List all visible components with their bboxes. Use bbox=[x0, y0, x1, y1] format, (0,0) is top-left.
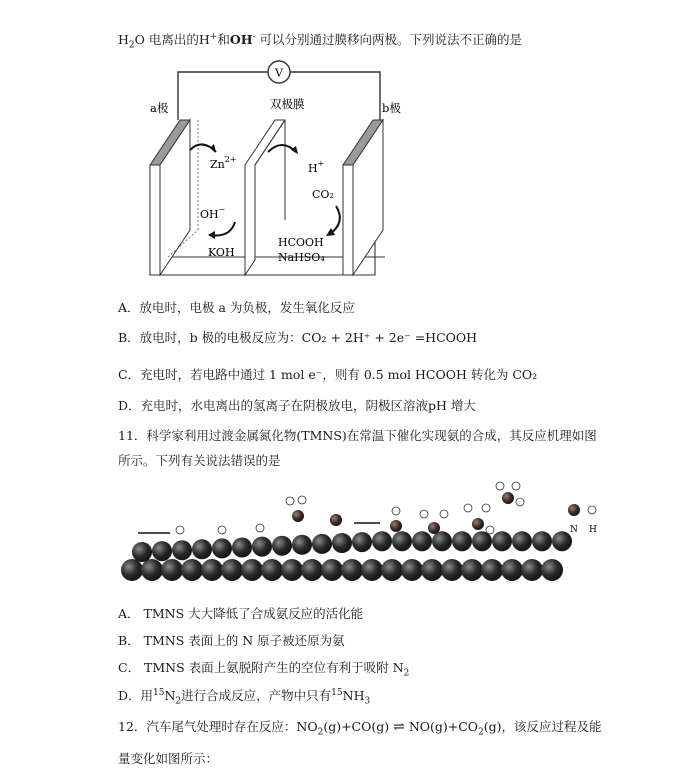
surface-atom bbox=[512, 531, 532, 551]
hcooh-label: HCOOH bbox=[278, 236, 324, 249]
surface-atom bbox=[121, 559, 143, 581]
surface-atom bbox=[281, 559, 303, 581]
h-atom bbox=[482, 504, 490, 512]
intro-line: $H_2O$ 电离出的H+和OH- 可以分别通过膜移向两极。下列说法不正确的是 bbox=[118, 31, 523, 51]
legend-h-atom-icon bbox=[588, 506, 596, 514]
electrode-a-label: a极 bbox=[150, 101, 169, 115]
h-atom bbox=[176, 526, 184, 534]
surface-atom bbox=[241, 559, 263, 581]
surface-atom bbox=[361, 559, 383, 581]
nahso4-label: NaHSO₄ bbox=[278, 251, 325, 264]
n-atom bbox=[502, 492, 514, 504]
legend-n-label: N bbox=[570, 525, 578, 535]
surface-atom bbox=[172, 540, 192, 560]
surface-atom bbox=[492, 531, 512, 551]
surface-atom bbox=[412, 531, 432, 551]
surface-atom bbox=[441, 559, 463, 581]
surface-atom bbox=[481, 559, 503, 581]
h-atom bbox=[256, 524, 264, 532]
surface-atom bbox=[272, 536, 292, 556]
q11-option-a: A． TMNS 大大降低了合成氨反应的活化能 bbox=[118, 606, 364, 621]
legend-n-atom-icon bbox=[568, 504, 580, 516]
surface-atom bbox=[201, 559, 223, 581]
surface-atom bbox=[132, 542, 152, 562]
surface-atom bbox=[401, 559, 423, 581]
zn-ion-label: $Zn^{2+}$ bbox=[210, 155, 237, 171]
q10-option-c: C．充电时，若电路中通过 1 mol e⁻，则有 0.5 mol HCOOH 转化为 CO₂ bbox=[118, 367, 538, 382]
surface-atom bbox=[352, 532, 372, 552]
surface-atom bbox=[192, 539, 212, 559]
h-atom bbox=[440, 510, 448, 518]
surface-atom bbox=[332, 533, 352, 553]
q11-option-c: C． TMNS 表面上氨脱附产生的空位有利于吸附 $N_2$ bbox=[118, 660, 410, 679]
membrane-label: 双极膜 bbox=[270, 97, 305, 111]
electrode-a-front bbox=[150, 165, 160, 275]
q10-option-b: B．放电时，b 极的电极反应为：CO₂ + 2H⁺ + 2e⁻ =HCOOH bbox=[118, 330, 478, 345]
surface-atom bbox=[261, 559, 283, 581]
surface-atom bbox=[292, 535, 312, 555]
electrode-b-front bbox=[343, 165, 353, 275]
surface-atom bbox=[381, 559, 403, 581]
surface-atom bbox=[312, 534, 332, 554]
h-atom bbox=[516, 498, 524, 506]
surface-atom bbox=[221, 559, 243, 581]
n-atom bbox=[428, 522, 440, 534]
voltmeter-label: V bbox=[275, 66, 283, 80]
surface-atom bbox=[341, 559, 363, 581]
n-atom bbox=[330, 514, 342, 526]
surface-atom bbox=[152, 541, 172, 561]
koh-label: KOH bbox=[208, 246, 235, 259]
h-atom bbox=[464, 504, 472, 512]
h-atom bbox=[286, 497, 294, 505]
h-atom bbox=[496, 482, 504, 490]
surface-atom bbox=[392, 531, 412, 551]
h-ion-label: H+ bbox=[308, 159, 325, 175]
n-atom bbox=[390, 520, 402, 532]
surface-atom bbox=[321, 559, 343, 581]
q10-option-d: D．充电时，水电离出的氢离子在阴极放电，阴极区溶液pH 增大 bbox=[118, 398, 476, 413]
surface-atom bbox=[232, 538, 252, 558]
q11-option-d: D．用$^{15}N_2$进行合成反应，产物中只有$^{15}NH_3$ bbox=[118, 687, 371, 707]
q11-stem-line1: 11．科学家利用过渡金属氮化物(TMNS)在常温下催化实现氨的合成，其反应机理如图 bbox=[118, 428, 597, 443]
tmns-mechanism-figure bbox=[118, 478, 608, 593]
equilibrium-arrow-icon: ⇌ bbox=[393, 719, 405, 735]
n-atom bbox=[292, 510, 304, 522]
adsorbates bbox=[138, 482, 524, 534]
surface-atom bbox=[461, 559, 483, 581]
surface-atom bbox=[432, 531, 452, 551]
n-atom bbox=[472, 518, 484, 530]
surface-atom bbox=[452, 531, 472, 551]
atom-legend bbox=[568, 504, 597, 535]
surface-atom bbox=[541, 559, 563, 581]
legend-h-label: H bbox=[589, 525, 597, 535]
surface-atom bbox=[181, 559, 203, 581]
h-atom bbox=[392, 507, 400, 515]
surface-atom bbox=[501, 559, 523, 581]
surface-atom bbox=[252, 537, 272, 557]
h-arrow-icon bbox=[268, 145, 296, 152]
h-atom bbox=[420, 510, 428, 518]
h-atom bbox=[486, 526, 494, 534]
oh-ion-label: OH− bbox=[200, 205, 226, 221]
surface-atom bbox=[161, 559, 183, 581]
cell-diagram bbox=[140, 60, 430, 290]
catalyst-surface bbox=[121, 531, 572, 581]
h-atom bbox=[218, 526, 226, 534]
surface-atom bbox=[372, 531, 392, 551]
surface-atom bbox=[141, 559, 163, 581]
surface-atom bbox=[301, 559, 323, 581]
q11-option-b: B． TMNS 表面上的 N 原子被还原为氨 bbox=[118, 633, 345, 648]
surface-atom bbox=[521, 559, 543, 581]
q12-stem-line1: 12．汽车尾气处理时存在反应：$NO_2(g)+CO(g)$ ⇌ $NO(g)+CO_2(g)$，该反应过程及能 bbox=[118, 719, 602, 738]
surface-atom bbox=[532, 531, 552, 551]
h-atom bbox=[298, 496, 306, 504]
co2-label: CO₂ bbox=[312, 188, 334, 201]
surface-atom bbox=[552, 531, 572, 551]
q11-stem-line2: 所示。下列有关说法错误的是 bbox=[118, 453, 281, 468]
surface-atom bbox=[212, 538, 232, 558]
q12-stem-line2: 量变化如图所示： bbox=[118, 751, 219, 766]
q10-option-a: A．放电时，电极 a 为负极，发生氧化反应 bbox=[118, 300, 355, 315]
surface-atom bbox=[421, 559, 443, 581]
electrode-b-label: b极 bbox=[382, 101, 401, 115]
h-atom bbox=[512, 482, 520, 490]
